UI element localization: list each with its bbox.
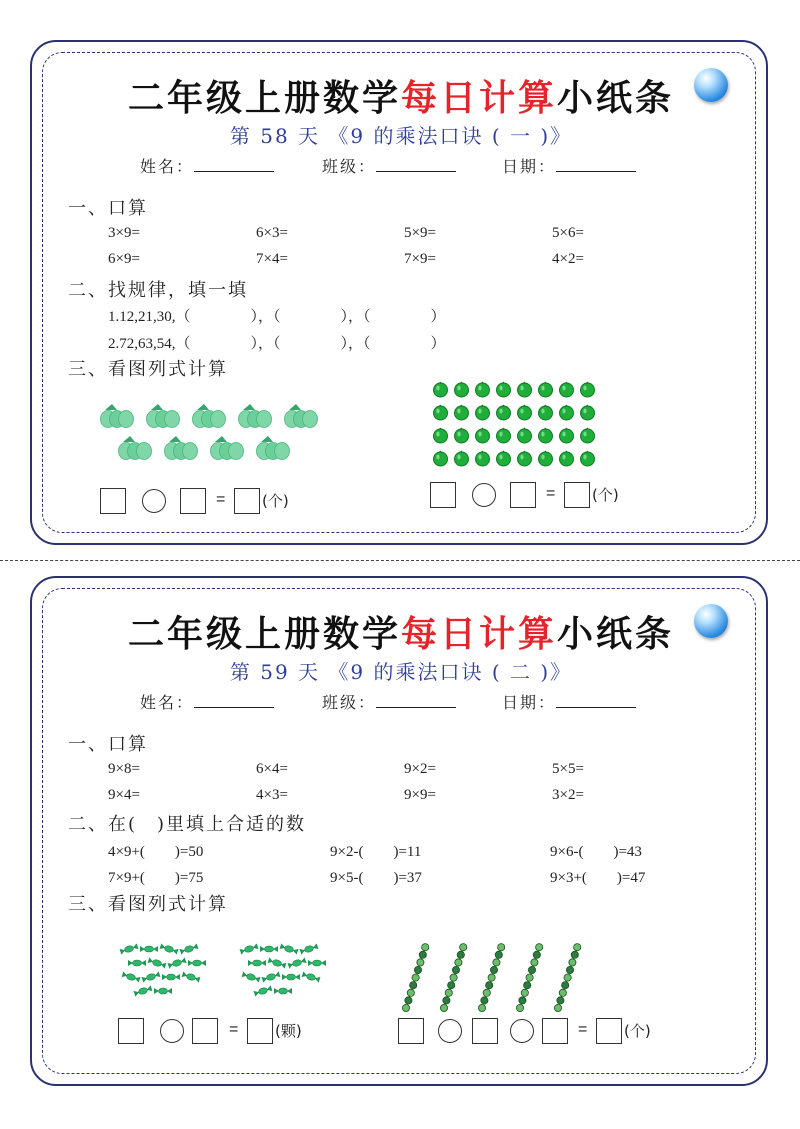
oral-problem[interactable]: 9×4= (108, 787, 140, 803)
section-oral-heading: 一、口算 (68, 734, 148, 755)
apple-icon (434, 451, 448, 466)
pear-icon (239, 404, 272, 428)
oral-problem[interactable]: 3×2= (552, 787, 584, 803)
answer-box[interactable] (472, 1018, 498, 1044)
candy-icon (168, 957, 187, 968)
candy-icon (240, 943, 259, 954)
pear-icon (147, 404, 180, 428)
candy-icon (180, 943, 199, 954)
fill-problem[interactable]: 9×5-( )=37 (330, 870, 422, 886)
apple-icon (560, 451, 574, 466)
pear-icon (211, 436, 244, 460)
class-field[interactable]: 班级： (322, 690, 456, 713)
equals-sign: = (546, 485, 556, 502)
apple-icon (497, 428, 511, 443)
operator-circle[interactable] (160, 1019, 184, 1043)
section-oral-heading: 一、口算 (68, 198, 148, 219)
apple-icon (518, 451, 532, 466)
oral-problem[interactable]: 5×5= (552, 761, 584, 777)
pear-icon (119, 436, 152, 460)
pear-icon (165, 436, 198, 460)
apple-icon (560, 405, 574, 420)
candy-icon (300, 943, 319, 954)
apple-icon (497, 382, 511, 397)
operator-circle[interactable] (472, 483, 496, 507)
bead-string-icon (402, 944, 428, 1012)
pattern-problem-1[interactable]: 1.12,21,30,（ ），（ ），（ ） (108, 309, 446, 325)
fill-problem[interactable]: 9×3+( )=47 (550, 870, 646, 886)
pear-icon (101, 404, 134, 428)
apple-icon (581, 382, 595, 397)
oral-problem[interactable]: 9×2= (404, 761, 436, 777)
card-title: 二年级上册数学每日计算小纸条 (127, 613, 675, 655)
section-fill-heading: 二、在( )里填上合适的数 (68, 814, 307, 835)
candy-icon (308, 960, 326, 966)
candy-icon (188, 960, 206, 966)
answer-box[interactable] (430, 482, 456, 508)
candy-icon (254, 985, 273, 996)
apple-icon (434, 382, 448, 397)
apple-icon (518, 382, 532, 397)
apple-icon (434, 428, 448, 443)
blue-ball-icon (694, 68, 728, 102)
card-subtitle: 第 58 天 《9 的乘法口诀 ( 一 )》 (229, 124, 573, 148)
fill-problem[interactable]: 9×2-( )=11 (330, 844, 422, 860)
apple-icon (539, 382, 553, 397)
oral-problem[interactable]: 9×9= (404, 787, 436, 803)
candy-icon (282, 974, 300, 980)
apple-icon (476, 428, 490, 443)
oral-problem[interactable]: 7×4= (256, 251, 288, 267)
oral-problem[interactable]: 4×2= (552, 251, 584, 267)
apple-icon (455, 405, 469, 420)
candy-icon (182, 971, 201, 982)
candy-icon (248, 960, 266, 966)
apple-icon (497, 405, 511, 420)
apple-icon (455, 428, 469, 443)
apple-icon (434, 405, 448, 420)
apple-icon (560, 428, 574, 443)
worksheet-card-day59 (30, 576, 768, 1086)
pear-icon (257, 436, 290, 460)
oral-problem[interactable]: 9×8= (108, 761, 140, 777)
candy-icon (120, 943, 139, 954)
answer-box[interactable] (192, 1018, 218, 1044)
apple-icon (455, 382, 469, 397)
apple-icon (455, 451, 469, 466)
oral-problem[interactable]: 4×3= (256, 787, 288, 803)
name-field[interactable]: 姓名： (140, 154, 274, 177)
answer-box[interactable] (180, 488, 206, 514)
card-title: 二年级上册数学每日计算小纸条 (127, 77, 675, 119)
candy-icon (274, 988, 292, 994)
answer-box[interactable] (564, 482, 590, 508)
date-field[interactable]: 日期： (502, 690, 636, 713)
fill-problem[interactable]: 9×6-( )=43 (550, 844, 642, 860)
pear-picture (98, 396, 348, 476)
pear-icon (285, 404, 318, 428)
equals-sign: = (578, 1021, 588, 1038)
candy-icon (134, 985, 153, 996)
apple-icon (476, 405, 490, 420)
answer-box[interactable] (596, 1018, 622, 1044)
candy-icon (262, 971, 281, 982)
apple-icon (560, 382, 574, 397)
oral-problem[interactable]: 3×9= (108, 225, 140, 241)
oral-problem[interactable]: 6×3= (256, 225, 288, 241)
apple-icon (497, 451, 511, 466)
equals-sign: = (229, 1021, 239, 1038)
candy-icon (142, 971, 161, 982)
apple-icon (581, 428, 595, 443)
unit-label: (个) (262, 492, 289, 510)
apple-icon (581, 405, 595, 420)
date-field[interactable]: 日期： (502, 154, 636, 177)
unit-label: (个) (592, 486, 619, 504)
bead-string-icon (478, 944, 504, 1012)
candy-icon (128, 960, 146, 966)
section-picture-heading: 三、看图列式计算 (68, 894, 228, 915)
equals-sign: = (216, 491, 226, 508)
section-pattern-heading: 二、找规律，填一填 (68, 280, 248, 301)
candy-icon (140, 946, 158, 952)
card-subtitle: 第 59 天 《9 的乘法口诀 ( 二 )》 (229, 660, 573, 684)
blue-ball-icon (694, 604, 728, 638)
bead-picture (394, 936, 594, 1012)
apple-icon (581, 451, 595, 466)
cut-line (0, 560, 800, 561)
pattern-problem-2[interactable]: 2.72,63,54,（ ），（ ），（ ） (108, 336, 446, 352)
oral-problem[interactable]: 7×9= (404, 251, 436, 267)
candy-icon (162, 974, 180, 980)
operator-circle[interactable] (438, 1019, 462, 1043)
fill-problem[interactable]: 4×9+( )=50 (108, 844, 204, 860)
fill-problem[interactable]: 7×9+( )=75 (108, 870, 204, 886)
oral-problem[interactable]: 6×9= (108, 251, 140, 267)
candy-icon (280, 943, 299, 954)
answer-box[interactable] (100, 488, 126, 514)
bead-string-icon (554, 944, 580, 1012)
answer-box[interactable] (247, 1018, 273, 1044)
class-field[interactable]: 班级： (322, 154, 456, 177)
apple-icon (518, 405, 532, 420)
answer-box[interactable] (542, 1018, 568, 1044)
apple-icon (539, 428, 553, 443)
name-field[interactable]: 姓名： (140, 690, 274, 713)
oral-problem[interactable]: 5×9= (404, 225, 436, 241)
bead-string-icon (516, 944, 542, 1012)
answer-box[interactable] (118, 1018, 144, 1044)
oral-problem[interactable]: 6×4= (256, 761, 288, 777)
operator-circle[interactable] (142, 489, 166, 513)
candy-picture (116, 942, 346, 1006)
candy-icon (154, 988, 172, 994)
candy-icon (288, 957, 307, 968)
unit-label: (个) (624, 1022, 651, 1040)
apple-icon (476, 382, 490, 397)
candy-icon (148, 957, 167, 968)
apple-icon (539, 451, 553, 466)
candy-icon (242, 971, 261, 982)
candy-icon (268, 957, 287, 968)
pear-icon (193, 404, 226, 428)
worksheet-card-day58 (30, 40, 768, 545)
bead-string-icon (440, 944, 466, 1012)
unit-label: (颗) (275, 1022, 302, 1040)
candy-icon (302, 971, 321, 982)
section-picture-heading: 三、看图列式计算 (68, 359, 228, 380)
apple-icon (476, 451, 490, 466)
answer-box[interactable] (398, 1018, 424, 1044)
answer-box[interactable] (510, 482, 536, 508)
candy-icon (122, 971, 141, 982)
candy-icon (160, 943, 179, 954)
candy-icon (260, 946, 278, 952)
answer-box[interactable] (234, 488, 260, 514)
operator-circle[interactable] (510, 1019, 534, 1043)
oral-problem[interactable]: 5×6= (552, 225, 584, 241)
apple-icon (539, 405, 553, 420)
apple-icon (518, 428, 532, 443)
apple-picture (428, 376, 608, 472)
